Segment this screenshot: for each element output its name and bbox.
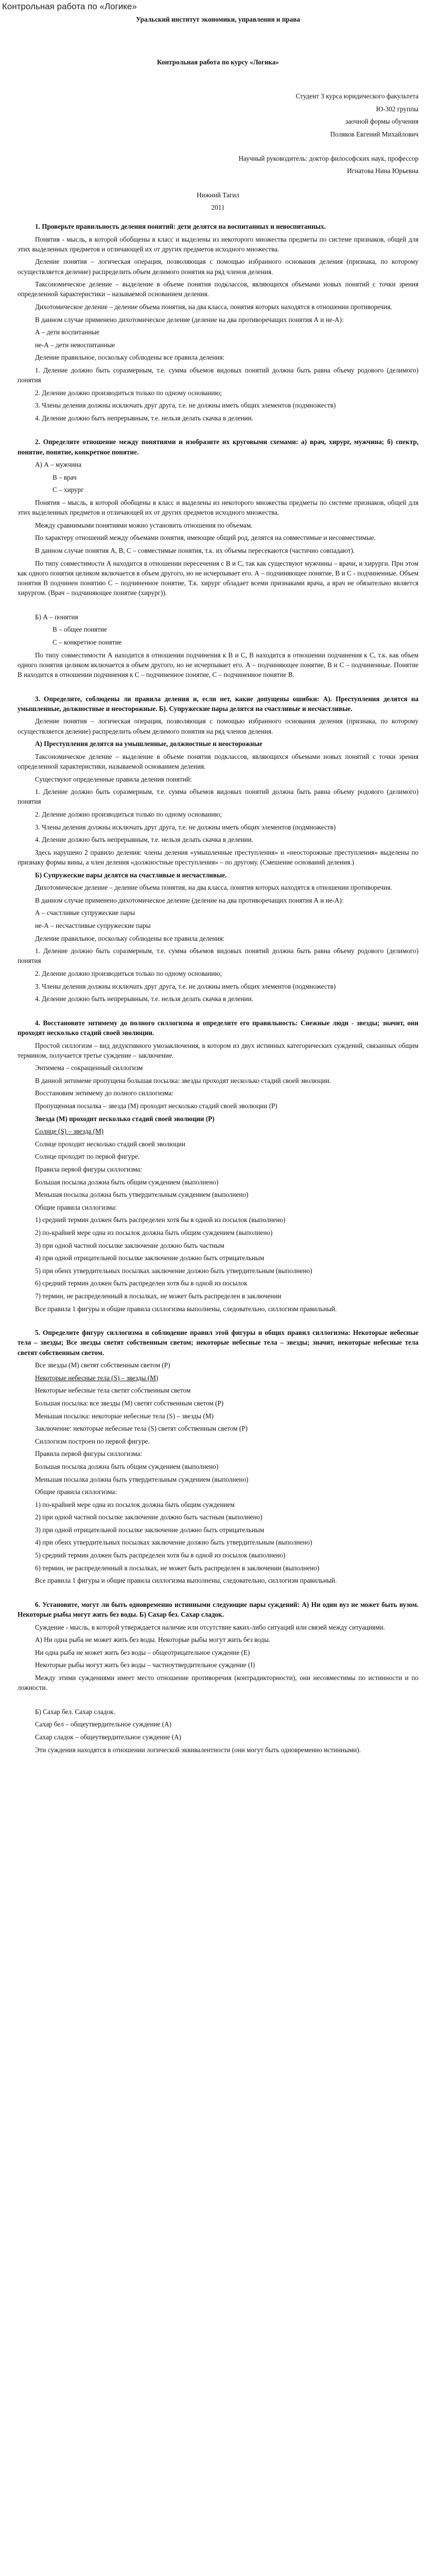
paragraph: Понятия – мысль, в которой обобщены в класс и выделены из некоторого множества предметы по системе признаков, общей для этих выделенных предметов и отличающей их от других предметов исходного множества.: [18, 499, 418, 517]
study-form: заочной формы обучения: [345, 117, 418, 126]
paragraph: Заключение: некоторые небесные тела (S) светят собственным светом (Р): [35, 1425, 248, 1433]
paragraph: 6) средний термин должен быть распределен хотя бы в одной из посылок: [35, 1279, 248, 1287]
paragraph: Все правила 1 фигуры и общие правила силлогизма выполнены, следовательно, силлогизм правильный.: [35, 1577, 337, 1585]
paragraph: В данном случае применено дихотомическое деление (деление на два противоречащих понятия А и не-А):: [35, 896, 344, 904]
paragraph: 5) средний термин должен быть распределен хотя бы в одной из посылок (выполнено): [35, 1551, 286, 1560]
paragraph: Восстановим энтимему до полного силлогизма:: [35, 1089, 173, 1097]
supervisor-name: Игнатова Нина Юрьевна: [347, 167, 418, 175]
paragraph: 1. Деление должно быть соразмерным, т.е. сумма объемов видовых понятий должна быть равна объему родового (делимого) понятия: [18, 947, 418, 965]
paragraph: Сахар бел – общеутвердительное суждение (А): [35, 1720, 172, 1728]
task-sections: [18, 215, 418, 1755]
paragraph: Б) Сахар бел. Сахар сладок.: [35, 1707, 115, 1716]
paragraph: Б) Супружеские пары делятся на счастливые и несчастливые.: [35, 871, 227, 879]
paragraph: По типу совместимости А находится в отношении подчинения к В и С, В находится в отношении подчинения к С, т.к. как объем одного понятия целиком включается в объем другого, но не исчерпывает его. А – подчиняющее понятие, В и С – подчиненные. Понятие В находится в отношении подчинения к С – подчиненное понятие, С – подчиненное понятие В.: [18, 651, 418, 679]
paragraph: не-А – несчастливые супружеские пары: [35, 921, 151, 929]
paragraph: 4. Деление должно быть непрерывным, т.е. нельзя делать скачка в делении.: [35, 995, 253, 1003]
paragraph: По характеру отношений между объемами понятия, имеющие общий род, делятся на совместимые и несовместимые.: [35, 534, 376, 542]
paragraph: Деление понятия – логическая операция, позволяющая с помощью избранного основания деления (признака, по которому осуществляется деление) распределить объем делимого понятия на ряд членов деления.: [18, 717, 418, 735]
paragraph: Все правила 1 фигуры и общие правила силлогизма выполнены, следовательно, силлогизм правильный.: [35, 1304, 337, 1313]
paragraph: 2. Деление должно производиться только по одному основанию;: [35, 388, 222, 397]
paragraph: Большая посылка должна быть общим суждением (выполнено): [35, 1178, 219, 1186]
paragraph: Меньшая посылка должна быть утвердительным суждением (выполнено): [35, 1191, 249, 1199]
paragraph: Силлогизм построен по первой фигуре.: [35, 1437, 150, 1445]
paragraph: не-А – дети невоспитанные: [35, 341, 115, 349]
paragraph: Большая посылка должна быть общим суждением (выполнено): [35, 1462, 219, 1470]
paragraph: Дихотомическое деление – деление объема понятия, на два класса, понятия которых находятся в отношении противоречия.: [35, 302, 392, 311]
paragraph: Все звезды (М) светят собственным светом (Р): [35, 1361, 170, 1369]
task-section: [18, 683, 418, 1004]
paragraph: 7) термин, не распределенный в посылках, не может быть распределен в заключении: [35, 1292, 282, 1300]
task-section: [18, 1588, 418, 1755]
paragraph: 6) термин, не распределенный в посылках, не может быть распределен в заключении (выполнено): [35, 1564, 320, 1572]
task-section: [18, 1007, 418, 1314]
student-group: Ю-302 группы: [376, 105, 418, 113]
paragraph: Между сравнимыми понятиями можно установить отношения по объемам.: [35, 521, 253, 529]
paragraph: 5) при обеих утвердительных посылках заключение должно быть утвердительным (выполнено): [35, 1266, 312, 1275]
paragraph: 1. Деление должно быть соразмерным, т.е. сумма объемов видовых понятий должна быть равна объему родового (делимого) понятия: [18, 788, 418, 806]
paragraph: 4. Деление должно быть непрерывным, т.е. нельзя делать скачка в делении.: [35, 414, 253, 422]
paragraph: 4) при одной отрицательной посылке заключение должно быть отрицательным: [35, 1254, 265, 1262]
paragraph: Существуют определенные правила деления понятий:: [35, 775, 192, 783]
paragraph: Общие правила силлогизма:: [35, 1488, 117, 1496]
paragraph: Солнце проходит по первой фигуре.: [35, 1153, 139, 1161]
paragraph: Энтимема – сокращенный силлогизм: [35, 1064, 143, 1072]
paragraph: В – общее понятие: [53, 625, 107, 634]
paragraph: 2. Деление должно производиться только по одному основанию;: [35, 810, 222, 818]
paragraph: 1) средний термин должен быть распределен хотя бы в одной из посылок (выполнено): [35, 1216, 286, 1224]
paragraph: Сахар сладок – общеутвердительное суждение (А): [35, 1733, 182, 1741]
task-heading: 5. Определите фигуру силлогизма и соблюдение правил этой фигуры и общих правил силлогизма: Некоторые небесные тела – звезды; Все звезды светят собственным светом; некоторые небесные тела – звезды; значит, некоторые небесные тела светят собственным светом.: [18, 1329, 418, 1357]
paragraph: Дихотомическое деление – деление объема понятия, на два класса, понятия которых находятся в отношении противоречия.: [35, 884, 392, 892]
paragraph: Деление правильное, поскольку соблюдены все правила деления:: [35, 934, 225, 942]
paragraph: Меньшая посылка: некоторые небесные тела (S) – звезды (М): [35, 1412, 214, 1420]
paragraph: 1. Деление должно быть соразмерным, т.е. сумма объемов видовых понятий должна быть равна объему родового (делимого) понятия: [18, 366, 418, 384]
task-section: [18, 1316, 418, 1585]
paragraph: По типу совместимости А находится в отношении пересечения с В и С, так как существуют мужчины – врачи, и хирурги. При этом как одного понятия целиком включается в объем другого, но не исчерпывает его. А – подчиняющее понятие, В и С - подчиненные. Объем понятия В подчинен понятию С – подчиненное понятие, Т.к. хирург обладает всеми признаками врача, а врач не обязательно является хирургом. (Врач – подчиняющее понятие (хирург)).: [18, 559, 418, 597]
paragraph: Ни одна рыба не может жить без воды – общеотрицательное суждение (Е): [35, 1648, 250, 1656]
paragraph: Между этими суждениями имеет место отношение противоречия (контрадикторности), они несовместимы по истинности и по ложности.: [18, 1674, 418, 1692]
supervisor-title: Научный руководитель: доктор философских наук, профессор: [238, 154, 418, 162]
paragraph: 3. Члены деления должны исключать друг друга, т.е. не должны иметь общих элементов (подмножеств): [35, 401, 336, 410]
document-body: [0, 12, 436, 1755]
paragraph: 3. Члены деления должны исключать друг друга, т.е. не должны иметь общих элементов (подмножеств): [35, 982, 336, 990]
paragraph: А – счастливые супружеские пары: [35, 909, 135, 917]
work-title: Контрольная работа по курсу «Логика»: [156, 58, 280, 66]
paragraph: Некоторые небесные тела (S) – звезды (М): [35, 1374, 159, 1382]
student-course: Студент 3 курса юридического факультета: [295, 92, 418, 100]
paragraph: Понятия - мысль, в которой обобщены в класс и выделены из некоторого множества предметы по системе признаков, общей для этих выделенных предметов и отличающей их от других предметов исходного множества.: [18, 235, 418, 253]
paragraph: Солнце проходит несколько стадий своей эволюции: [35, 1140, 186, 1148]
paragraph: 2) при одной частной посылке заключение должно быть частным (выполнено): [35, 1513, 263, 1521]
paragraph: Деление понятия – логическая операция, позволяющая с помощью избранного основания деления (признака, по которому осуществляется деление) распределить объем делимого понятия на ряд членов деления.: [18, 258, 418, 276]
paragraph: Простой силлогизм – вид дедуктивного умозаключения, в котором из двух истинных категорических суждений, связанных общим термином, получается третье суждение – заключение.: [18, 1041, 418, 1059]
paragraph: А) А – мужчина: [35, 461, 82, 469]
paragraph: В – врач: [53, 473, 77, 481]
year: 2011: [211, 204, 225, 212]
paragraph: 3. Члены деления должны исключать друг друга, т.е. не должны иметь общих элементов (подмножеств): [35, 823, 336, 831]
task-heading: 6. Установите, могут ли быть одновременно истинными следующие пары суждений: А) Ни один вуз не может быть вузом. Некоторые рыбы могут жить без воды. Б) Сахар без. Сахар сладок.: [18, 1600, 418, 1619]
paragraph: Большая посылка: все звезды (М) светят собственным светом (Р): [35, 1399, 224, 1407]
paragraph: В данной энтимеме пропущена большая посылка: звезды проходят несколько стадий своей эволюции.: [35, 1076, 332, 1084]
task-heading: 1. Проверьте правильность деления понятий: дети делятся на воспитанных и невоспитанных.: [35, 222, 326, 230]
paragraph: Деление правильное, поскольку соблюдены все правила деления:: [35, 353, 225, 362]
paragraph: В данном случае применено дихотомическое деление (деление на два противоречащих понятия А и не-А):: [35, 315, 344, 324]
paragraph: 2. Деление должно производиться только по одному основанию;: [35, 969, 222, 977]
paragraph: Таксономическое деление – выделение в объеме понятия подклассов, являющихся объемами новых понятий с точки зрения определенной характеристики, называемой основанием деления.: [18, 752, 418, 770]
paragraph: Эти суждения находятся в отношении логической эквивалентности (они могут быть одновременно истинными).: [35, 1745, 361, 1754]
paragraph: 3) при одной частной посылке заключение должно быть частным: [35, 1241, 224, 1249]
task-heading: 3. Определите, соблюдены ли правила деления и, если нет, какие допущены ошибки: А). Преступления делятся на умышленные, должностные и неосторожные. Б). Супружеские пары делятся на счастливые и несчастливые.: [18, 694, 418, 713]
paragraph: Здесь нарушено 2 правило деления: члены деления «умышленные преступления» и «неосторожные преступления» выделены по признаку формы вины, а член деления «должностные преступления» – по другому. (Смешение оснований деления.): [18, 848, 418, 866]
page-title: Контрольная работа по «Логике»: [2, 2, 137, 11]
paragraph: С – конкретное понятие: [53, 638, 122, 647]
institute-name: Уральский институт экономики, управления и права: [136, 15, 300, 23]
paragraph: Некоторые небесные тела светят собственным светом: [35, 1386, 191, 1395]
paragraph: Пропущенная посылка – звезда (М) проходит несколько стадий своей эволюции (Р): [35, 1102, 277, 1110]
paragraph: 2) по-крайней мере одна из посылок должна быть общим суждением (выполнено): [35, 1229, 273, 1237]
task-section: [18, 426, 418, 680]
paragraph: С – хирург: [53, 486, 84, 494]
student-name: Поляков Евгений Михайлович: [330, 130, 418, 138]
paragraph: Б) А – понятия: [35, 613, 78, 621]
paragraph: Звезда (М) проходит несколько стадий своей эволюции (Р): [35, 1114, 215, 1123]
paragraph: А) Ни одна рыба не может жить без воды. Некоторые рыбы могут жить без воды.: [35, 1636, 271, 1644]
paragraph: Правила первой фигуры силлогизма:: [35, 1450, 142, 1458]
task-heading: 4. Восстановите энтимему до полного силлогизма и определите его правильность: Снежные люди - звезды; значит, они проходят несколько стадий своей эволюции.: [18, 1019, 418, 1037]
task-section: [18, 215, 418, 423]
paragraph: Правила первой фигуры силлогизма:: [35, 1165, 142, 1174]
paragraph: 1) по-крайней мере одна из посылок должна быть общим суждением: [35, 1500, 235, 1509]
paragraph: Таксономическое деление – выделение в объеме понятия подклассов, являющихся объемами новых понятий с точки зрения определенной характеристики – называемой основанием деления.: [18, 280, 418, 298]
paragraph: 4) при обеих утвердительных посылках заключение должно быть утвердительным (выполнено): [35, 1538, 312, 1547]
paragraph: 3) при одной отрицательной посылке заключение должно быть отрицательным: [35, 1526, 265, 1534]
paragraph: 4. Деление должно быть непрерывным, т.е. нельзя делать скачка в делении.: [35, 836, 253, 844]
task-heading: 2. Определите отношение между понятиями и изобразите их круговыми схемами: а) врач, хирург, мужчина; б) спектр, понятие, понятие, конкретное понятие.: [18, 438, 418, 456]
paragraph: Некоторые рыбы могут жить без воды – частноутвердительное суждение (I): [35, 1661, 255, 1669]
paragraph: Солнце (S) – звезда (М): [35, 1127, 104, 1136]
city: Нижний Тагил: [197, 191, 239, 199]
paragraph: Суждение - мысль, в которой утверждается наличие или отсутствие каких-либо ситуаций или связей между ситуациями.: [35, 1623, 385, 1631]
paragraph: Меньшая посылка должна быть утвердительным суждением (выполнено): [35, 1475, 249, 1483]
paragraph: А) Преступления делятся на умышленные, должностные и неосторожные: [35, 740, 263, 748]
paragraph: Общие правила силлогизма:: [35, 1203, 117, 1211]
paragraph: А – дети воспитанные: [35, 328, 100, 336]
paragraph: В данном случае понятия А, В, С – совместимые понятия, т.к. их объемы пересекаются (частично совпадают).: [35, 547, 355, 555]
